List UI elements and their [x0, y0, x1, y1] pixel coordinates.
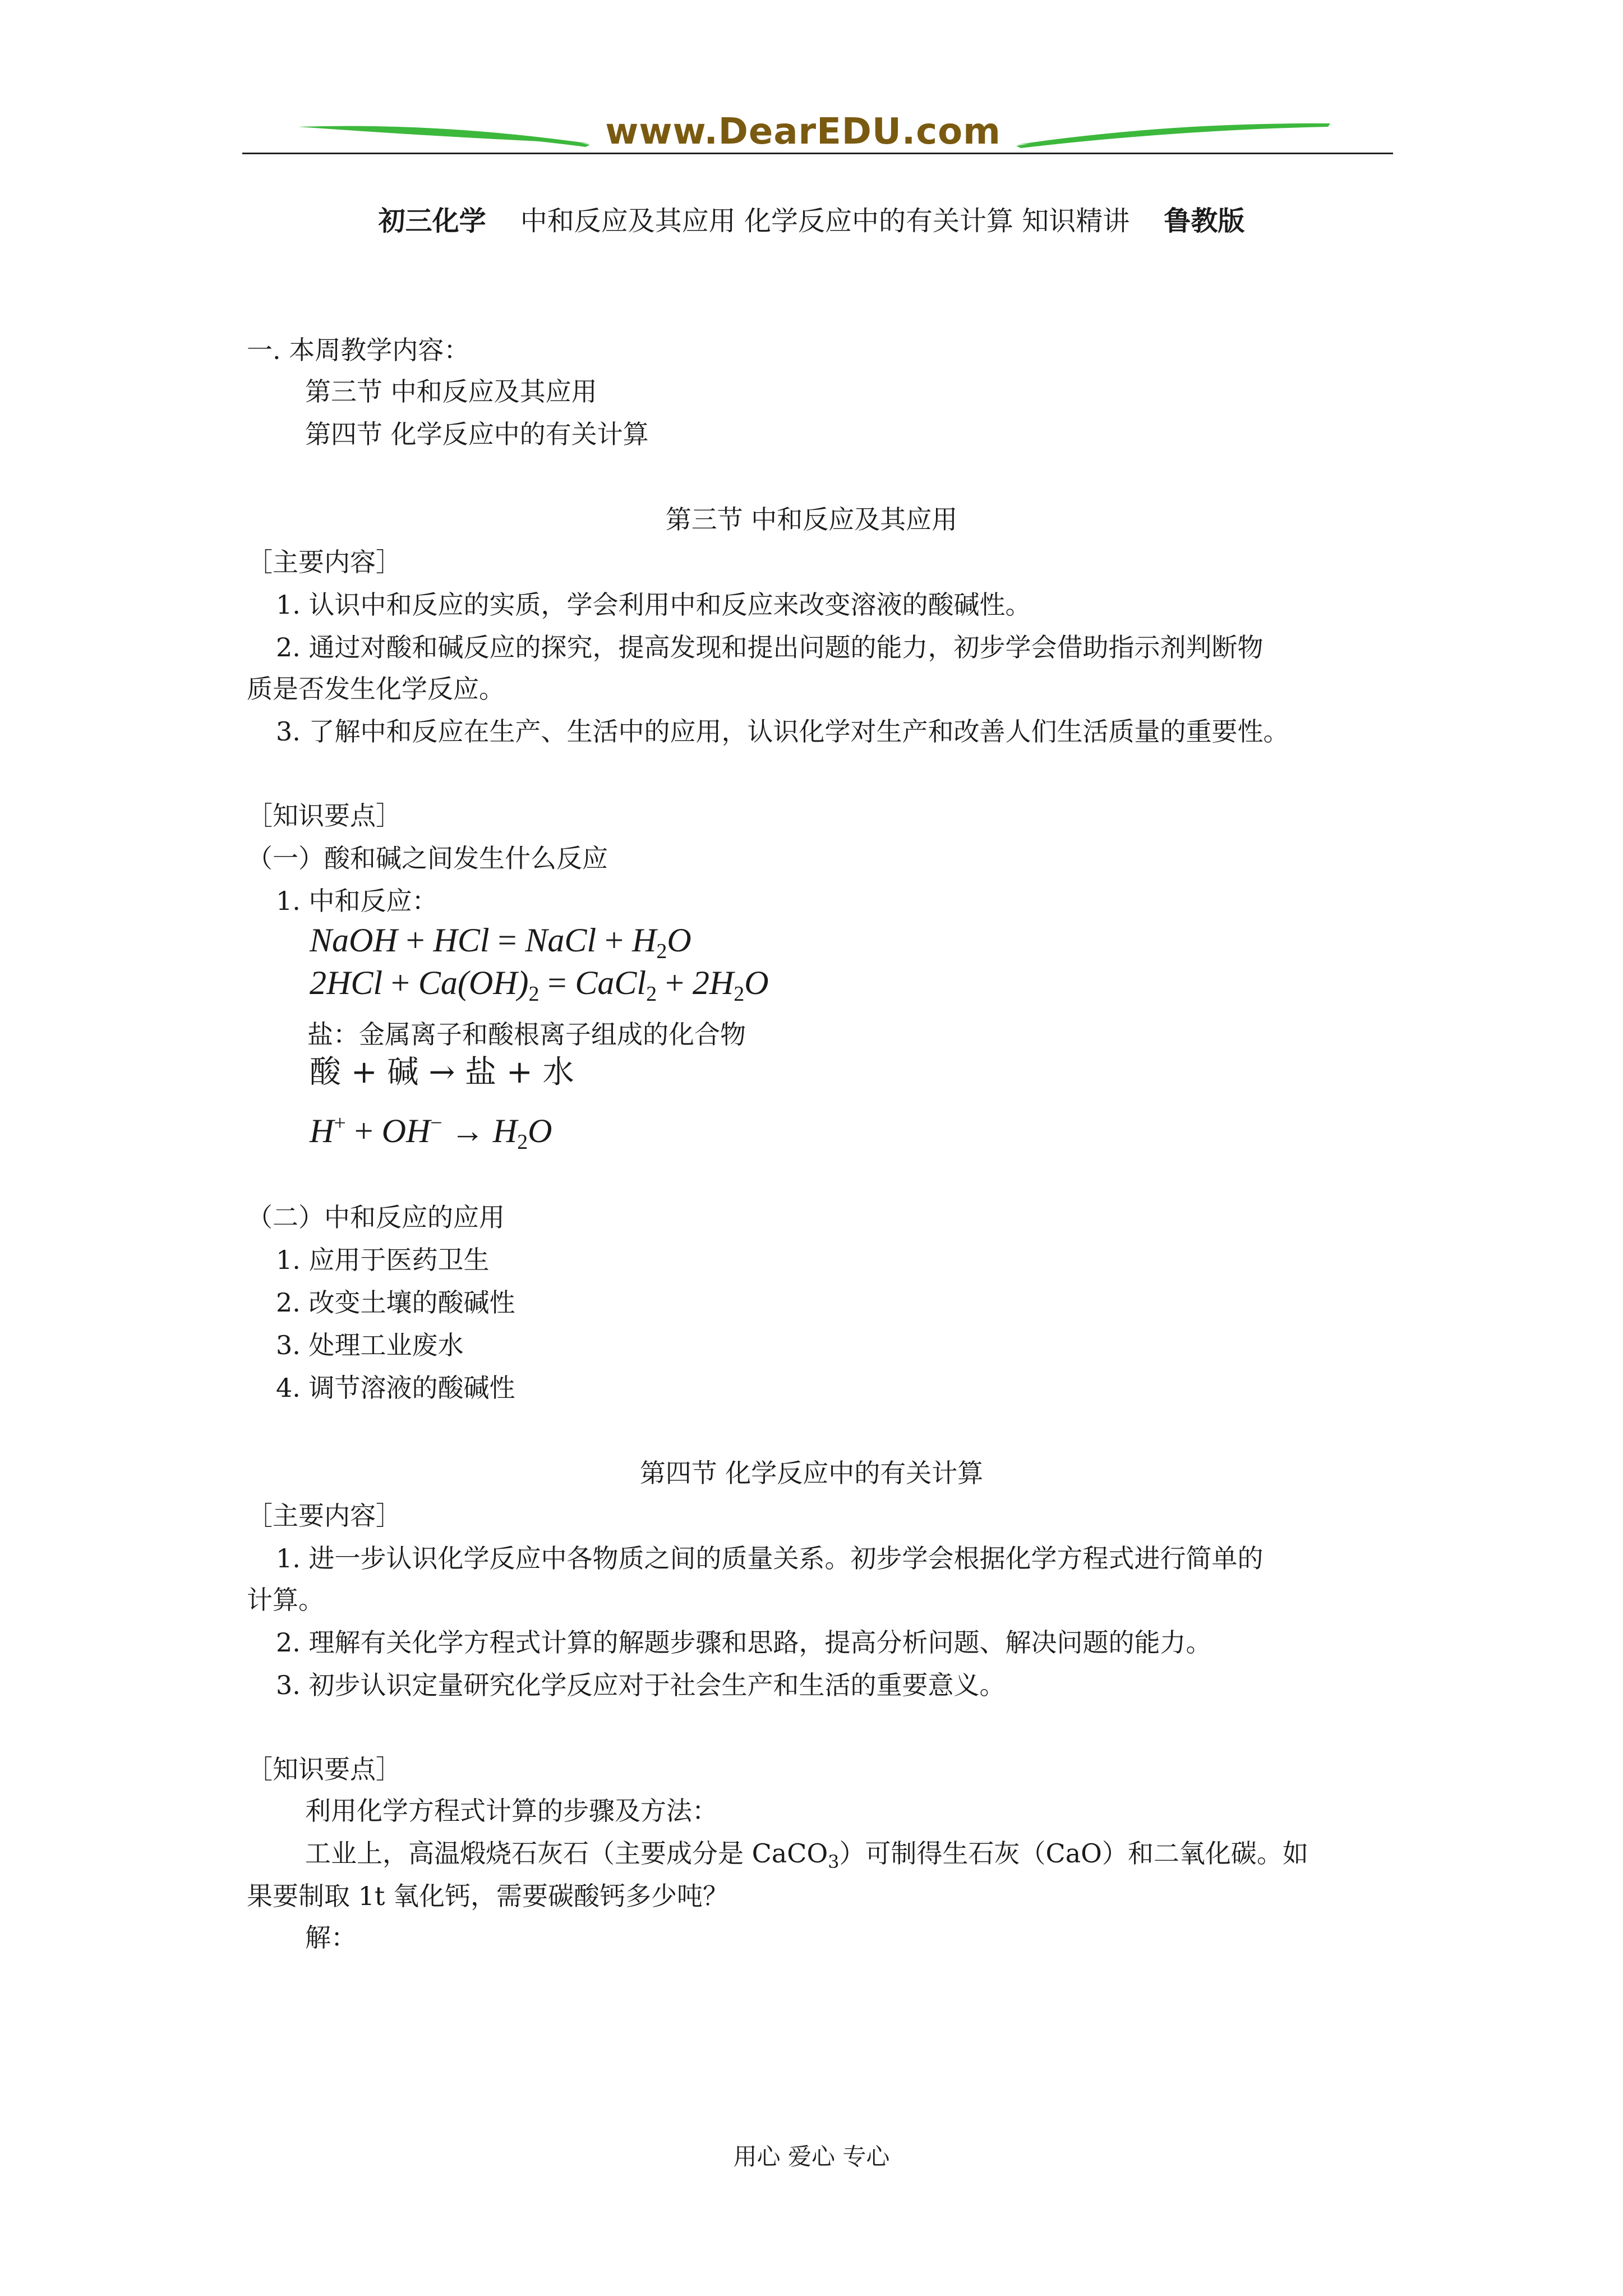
intro-item: 第三节 中和反应及其应用 [305, 376, 597, 407]
application-item: 4. 调节溶液的酸碱性 [276, 1373, 515, 1403]
solution-label: 解： [305, 1922, 357, 1953]
equation-hcl-caoh2: $2HCl + Ca(OH)_2$ = CaCl$_2$ + $2H_2O$ [310, 964, 769, 1006]
neutralization-label: 1. 中和反应： [276, 886, 438, 916]
section3-main-item: 2. 通过对酸和碱反应的探究，提高发现和提出问题的能力，初步学会借助指示剂判断物 [276, 632, 1264, 662]
application-item: 2. 改变土壤的酸碱性 [276, 1287, 515, 1318]
part2-heading: （二）中和反应的应用 [247, 1202, 505, 1232]
title-suffix: 鲁教版 [1164, 205, 1245, 237]
application-item: 1. 应用于医药卫生 [276, 1245, 490, 1275]
section3-title: 第三节 中和反应及其应用 [665, 504, 958, 535]
title-middle: 中和反应及其应用 化学反应中的有关计算 知识精讲 [520, 205, 1130, 237]
title-prefix: 初三化学 [378, 205, 486, 237]
section4-main-label: ［主要内容］ [247, 1501, 402, 1531]
ion-equation: $H^+ + OH^- \to H_2O$ [310, 1111, 552, 1154]
intro-heading: 一. 本周教学内容： [247, 335, 470, 365]
header-divider [242, 153, 1393, 154]
problem-line-1: 工业上，高温煅烧石灰石（主要成分是 CaCO$_3$）可制得生石灰（CaO）和二氧化碳。如 [305, 1838, 1308, 1872]
section4-points-label: ［知识要点］ [247, 1754, 402, 1784]
section4-main-item: 计算。 [247, 1585, 324, 1615]
part1-heading: （一）酸和碱之间发生什么反应 [247, 843, 608, 873]
page-title [0, 204, 1623, 238]
site-name: www.DearEDU.com [605, 111, 1001, 153]
equation-naoh-hcl: NaOH + HCl = NaCl + $H_2O$ [310, 922, 691, 963]
page-footer: 用心 爱心 专心 [733, 2143, 890, 2170]
section3-points-label: ［知识要点］ [247, 800, 402, 831]
section4-main-item: 1. 进一步认识化学反应中各物质之间的质量关系。初步学会根据化学方程式进行简单的 [276, 1543, 1264, 1573]
application-item: 3. 处理工业废水 [276, 1330, 464, 1360]
section4-main-item: 3. 初步认识定量研究化学反应对于社会生产和生活的重要意义。 [276, 1670, 1006, 1700]
section4-main-item: 2. 理解有关化学方程式计算的解题步骤和思路，提高分析问题、解决问题的能力。 [276, 1627, 1212, 1658]
intro-item: 第四节 化学反应中的有关计算 [305, 419, 649, 449]
section3-main-item: 质是否发生化学反应。 [247, 674, 505, 704]
method-heading: 利用化学方程式计算的步骤及方法： [305, 1796, 718, 1826]
word-equation: 酸 + 碱 → 盐 + 水 [310, 1054, 574, 1091]
salt-definition: 盐：金属离子和酸根离子组成的化合物 [307, 1019, 746, 1050]
section3-main-item: 1. 认识中和反应的实质，学会利用中和反应来改变溶液的酸碱性。 [276, 590, 1031, 620]
section3-main-item: 3. 了解中和反应在生产、生活中的应用，认识化学对生产和改善人们生活质量的重要性。 [276, 716, 1289, 747]
section3-main-label: ［主要内容］ [247, 547, 402, 577]
problem-line-2: 果要制取 1t 氧化钙，需要碳酸钙多少吨？ [247, 1881, 728, 1911]
section4-title: 第四节 化学反应中的有关计算 [639, 1458, 984, 1488]
